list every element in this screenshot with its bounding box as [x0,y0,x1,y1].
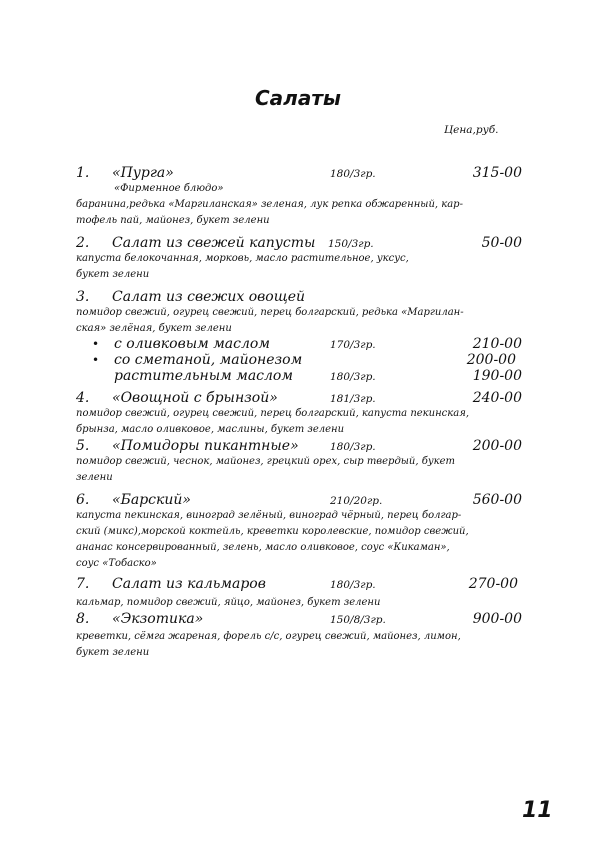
item-name: «Барский» [112,492,191,508]
item-description: зелени [76,472,113,483]
item-weight: 180/3гр. [330,441,376,453]
item-description: ский (микс),морской коктейль, креветки королевские, помидор свежий, [76,526,469,537]
item-weight: 150/8/3гр. [330,614,386,626]
item-description: ананас консервированный, зелень, масло оливковое, соус «Кикаман», [76,542,450,553]
item-name: «Экзотика» [112,611,204,627]
item-weight: 180/3гр. [330,168,376,180]
item-weight: 180/3гр. [330,579,376,591]
page-number: 11 [522,798,553,823]
item-weight: 210/20гр. [330,495,383,507]
item-number: 6. [76,492,90,508]
item-name: «Помидоры пикантные» [112,438,299,454]
variant-weight: 170/3гр. [330,339,376,351]
item-number: 4. [76,390,90,406]
variant-price: 200-00 [466,352,516,368]
item-description: букет зелени [76,647,150,658]
item-description: соус «Тобаско» [76,558,157,569]
item-description: кальмар, помидор свежий, яйцо, майонез, букет зелени [76,597,381,608]
item-price: 50-00 [481,235,522,251]
item-description: капуста пекинская, виноград зелёный, виноград чёрный, перец болгар- [76,510,462,521]
variant-price: 210-00 [472,336,522,352]
item-name: Салат из свежей капусты [112,235,316,251]
variant-label: с оливковым маслом [114,336,270,352]
item-description: ская» зелёная, букет зелени [76,323,232,334]
item-name: «Овощной с брынзой» [112,390,278,406]
item-price: 315-00 [472,165,522,181]
item-description: баранина,редька «Маргиланская» зеленая, лук репка обжаренный, кар- [76,199,463,210]
item-weight: 181/3гр. [330,393,376,405]
item-number: 8. [76,611,90,627]
item-description: креветки, сёмга жареная, форель с/с, огурец свежий, майонез, лимон, [76,631,461,642]
item-number: 2. [76,235,90,251]
item-note: «Фирменное блюдо» [114,183,224,194]
item-name: Салат из кальмаров [112,576,266,592]
bullet-icon: • [92,353,100,367]
bullet-icon: • [92,337,100,351]
item-number: 7. [76,576,90,592]
price-column-header: Цена,руб. [444,124,499,136]
item-name: «Пурга» [112,165,174,181]
item-description: брынза, масло оливковое, маслины, букет зелени [76,424,345,435]
item-description: помидор свежий, огурец свежий, перец болгарский, капуста пекинская, [76,408,470,419]
item-price: 270-00 [468,576,518,592]
item-number: 1. [76,165,90,181]
item-number: 5. [76,438,90,454]
item-description: помидор свежий, огурец свежий, перец болгарский, редька «Маргилан- [76,307,464,318]
variant-label: со сметаной, майонезом [114,352,303,368]
item-description: тофель пай, майонез, букет зелени [76,215,270,226]
item-price: 240-00 [472,390,522,406]
variant-label: растительным маслом [114,368,293,384]
variant-price: 190-00 [472,368,522,384]
item-description: букет зелени [76,269,150,280]
item-description: помидор свежий, чеснок, майонез, грецкий орех, сыр твердый, букет [76,456,456,467]
item-price: 200-00 [472,438,522,454]
item-price: 900-00 [472,611,522,627]
item-price: 560-00 [472,492,522,508]
item-number: 3. [76,289,90,305]
item-description: капуста белокочанная, морковь, масло растительное, уксус, [76,253,409,264]
item-weight: 150/3гр. [328,238,374,250]
page-title: Салаты [255,86,341,110]
item-name: Салат из свежих овощей [112,289,306,305]
variant-weight: 180/3гр. [330,371,376,383]
